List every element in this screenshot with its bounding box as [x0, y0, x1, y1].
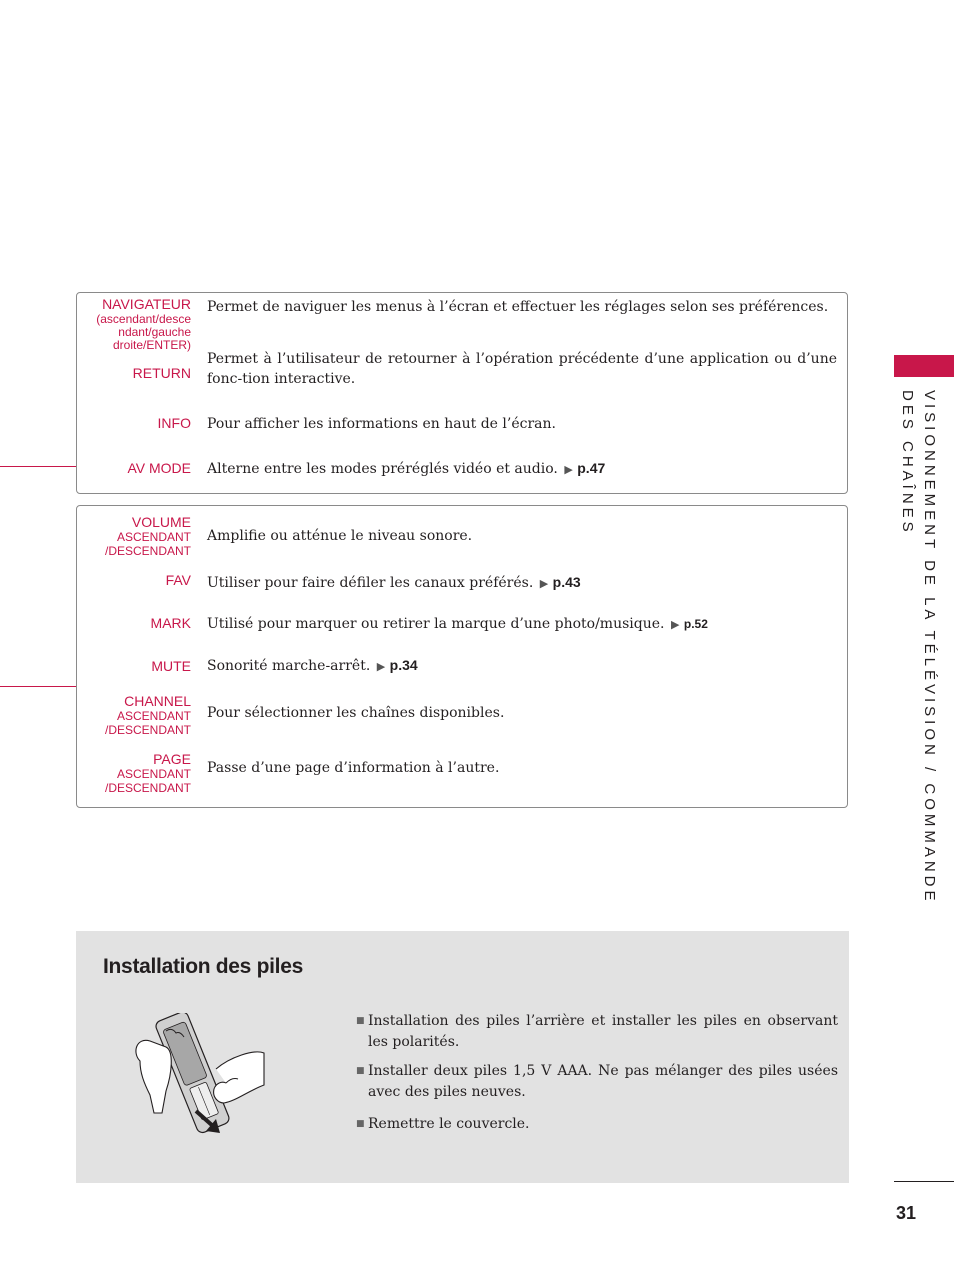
desc-av-mode [207, 458, 837, 480]
section-tab-marker [894, 355, 954, 377]
key-volume-sub: /DESCENDANT [104, 544, 191, 558]
key-av-mode: AV MODE [127, 460, 191, 476]
play-arrow-icon: ▶ [376, 660, 386, 673]
square-bullet-icon: ■ [356, 1016, 365, 1026]
key-channel-sub: ASCENDANT [116, 709, 191, 723]
margin-rule [0, 686, 76, 687]
page-ref-link[interactable]: p.43 [552, 574, 581, 590]
desc-page: Passe d’une page d’information à l’autre. [207, 760, 500, 776]
desc-volume: Amplifie ou atténue le niveau sonore. [207, 528, 473, 544]
key-fav: FAV [165, 572, 191, 588]
battery-step-3-text: Remettre le couvercle. [368, 1116, 530, 1132]
desc-return: Permet à l’utilisateur de retourner à l’opération précédente d’une application ou d’une fonc-tion interactive. [207, 351, 837, 387]
battery-step-1-text: Installation des piles l’arrière et installer les piles en observant les polarités. [368, 1013, 838, 1050]
desc-av-mode-text: Alterne entre les modes préréglés vidéo et audio. [207, 461, 558, 477]
page-ref-link[interactable]: p.34 [389, 657, 418, 673]
remote-battery-illustration [126, 1013, 266, 1143]
footer-rule [894, 1181, 954, 1182]
desc-mute-text: Sonorité marche-arrêt. [207, 658, 371, 674]
desc-info: Pour afficher les informations en haut de l’écran. [207, 416, 556, 432]
key-page-sub: ASCENDANT [116, 767, 191, 781]
key-page-sub: /DESCENDANT [104, 781, 191, 795]
margin-rule [0, 466, 76, 467]
battery-step-1 [356, 1011, 838, 1053]
desc-mute [207, 655, 837, 677]
desc-navigateur: Permet de naviguer les menus à l’écran et effectuer les réglages selon ses préférences. [207, 299, 829, 315]
key-navigateur: NAVIGATEUR [102, 296, 191, 312]
section-heading: Installation des piles [103, 955, 303, 978]
key-return: RETURN [132, 365, 191, 381]
key-channel: CHANNEL [124, 693, 191, 709]
square-bullet-icon: ■ [356, 1119, 365, 1129]
key-page: PAGE [153, 751, 191, 767]
desc-mark [207, 614, 837, 635]
page-number: 31 [896, 1203, 917, 1223]
desc-channel: Pour sélectionner les chaînes disponibles. [207, 705, 505, 721]
remote-buttons-table-2 [76, 505, 848, 808]
battery-installation-panel [76, 931, 849, 1183]
key-info: INFO [157, 415, 191, 431]
key-channel-sub: /DESCENDANT [104, 723, 191, 737]
play-arrow-icon: ▶ [539, 577, 549, 590]
desc-fav [207, 572, 837, 594]
key-volume: VOLUME [131, 514, 191, 530]
key-navigateur-sub: (ascendant/desce [96, 312, 191, 326]
page-ref-link[interactable]: p.47 [577, 460, 606, 476]
key-navigateur-sub: ndant/gauche [118, 325, 191, 339]
play-arrow-icon: ▶ [670, 618, 680, 631]
section-sidebar-label: VISIONNEMENT DE LA TÉLÉVISION / COMMANDE DES CHAÎNES [899, 390, 938, 905]
remote-buttons-table-1 [76, 292, 848, 494]
square-bullet-icon: ■ [356, 1066, 365, 1076]
key-mute: MUTE [151, 658, 191, 674]
battery-step-2-text: Installer deux piles 1,5 V AAA. Ne pas mélanger des piles usées avec des piles neuves. [368, 1063, 838, 1100]
battery-step-3 [356, 1114, 838, 1135]
desc-fav-text: Utiliser pour faire défiler les canaux préférés. [207, 575, 534, 591]
battery-step-2 [356, 1061, 838, 1103]
key-volume-sub: ASCENDANT [116, 530, 191, 544]
key-navigateur-sub: droite/ENTER) [112, 338, 191, 352]
page-ref-link[interactable]: p.52 [683, 617, 708, 631]
play-arrow-icon: ▶ [564, 463, 573, 476]
key-mark: MARK [150, 615, 191, 631]
desc-mark-text: Utilisé pour marquer ou retirer la marque d’une photo/musique. [207, 616, 665, 632]
